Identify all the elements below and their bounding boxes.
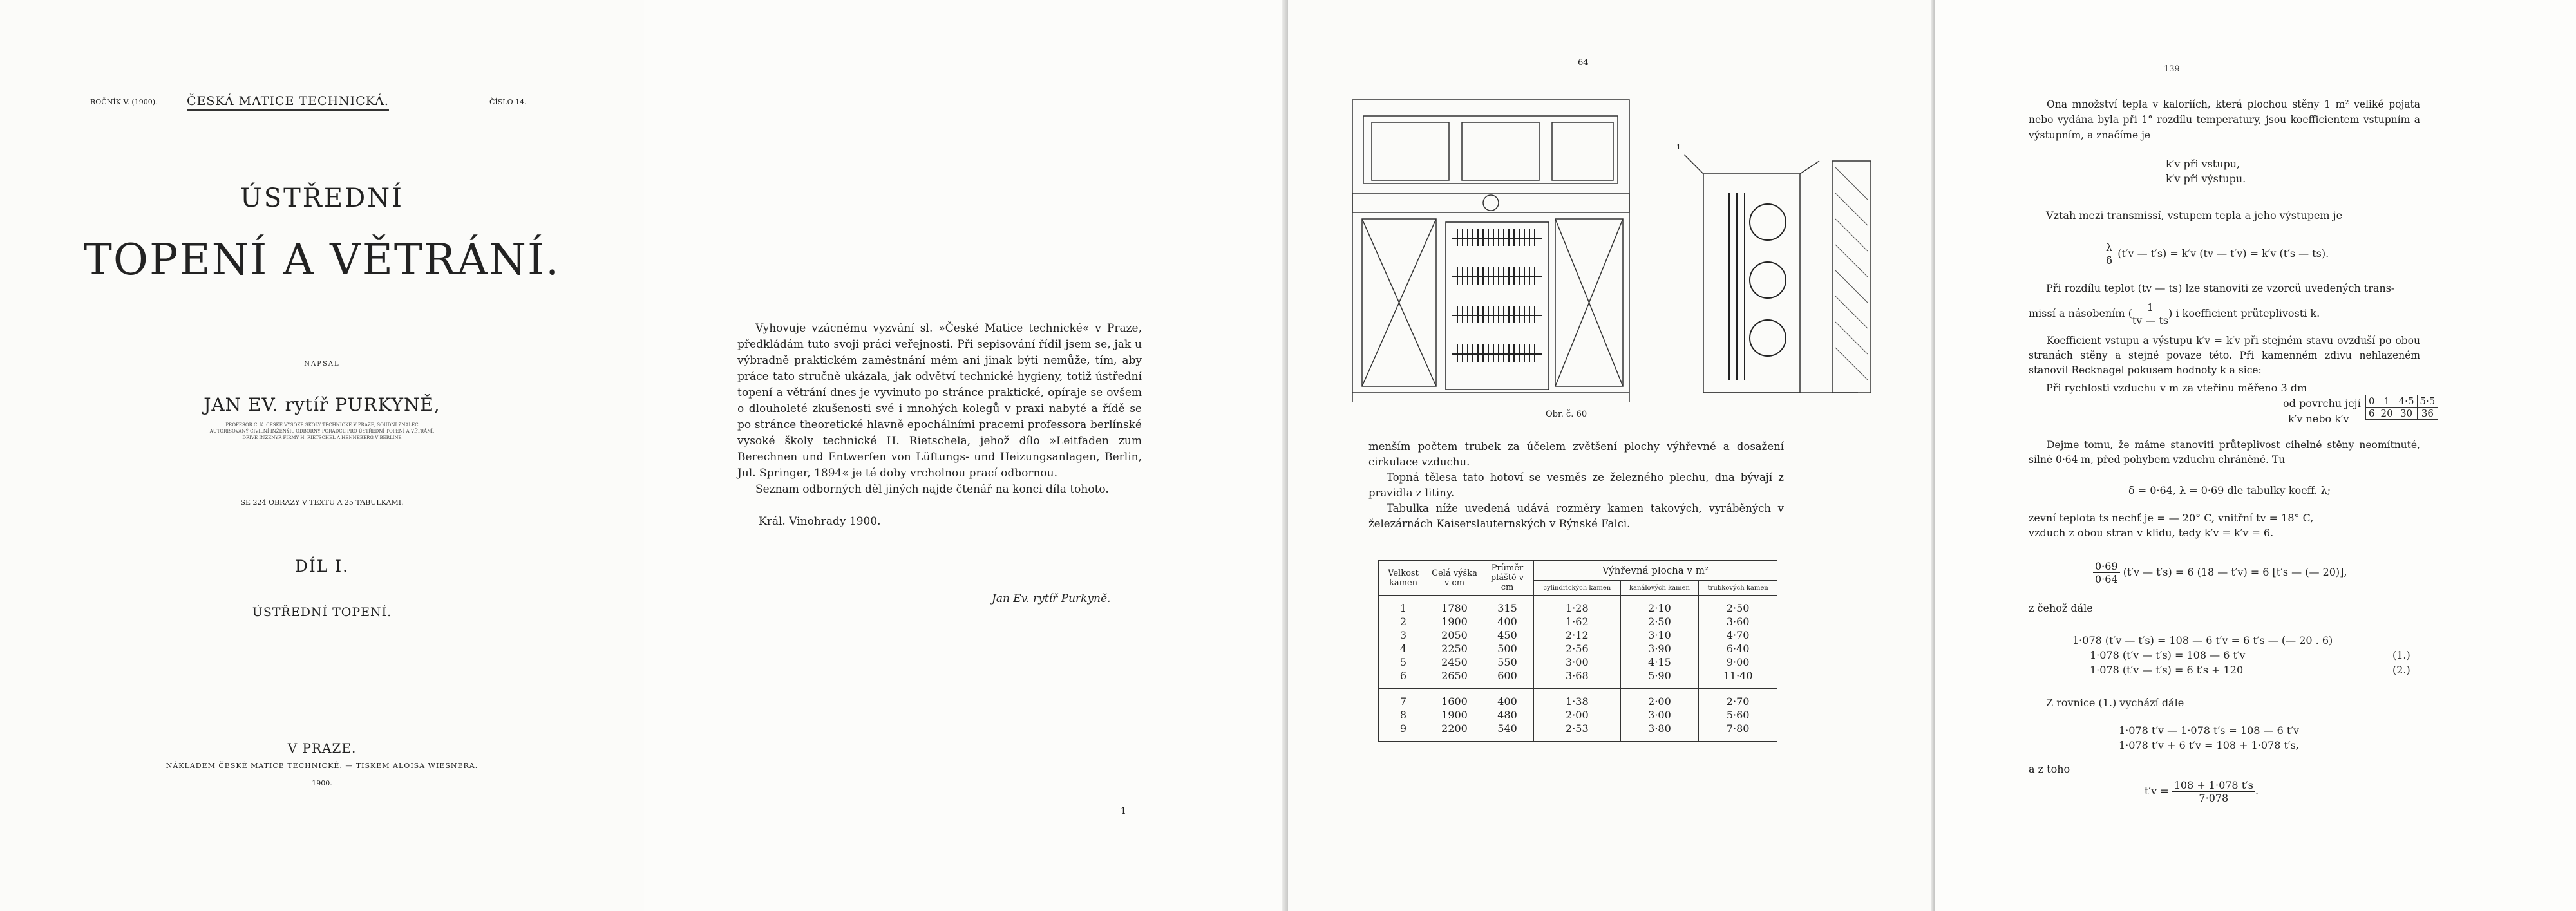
- table-cell: 8: [1379, 708, 1428, 722]
- table-cell: 0: [2366, 395, 2378, 408]
- preface-paragraph: Seznam odborných děl jiných najde čtenář na konci díla tohoto.: [755, 483, 1109, 496]
- wrote-label: NAPSAL: [304, 361, 340, 368]
- table-cell: 5: [1379, 655, 1428, 669]
- eq2-rest: (t′v — t′s) = 6 (18 — t′v) = 6 [t′s — (— 20)],: [2123, 566, 2347, 578]
- and-thus-text: a z toho: [2029, 763, 2070, 775]
- page-number: 1: [1121, 806, 1126, 816]
- table-cell: 600: [1481, 669, 1534, 689]
- header-left: ROČNÍK V. (1900).: [90, 98, 158, 106]
- temp-text-1: zevní teplota ts nechť je = — 20° C, vnitřní tv = 18° C,: [2029, 512, 2314, 524]
- equation-3b: 1·078 (t′v — t′s) = 108 — 6 t′v: [2090, 649, 2246, 661]
- table-cell: 1900: [1428, 615, 1481, 628]
- table-cell: 2250: [1428, 642, 1481, 655]
- table-cell: 30: [2396, 408, 2417, 420]
- table-cell: 5·90: [1620, 669, 1699, 689]
- table-cell: 2·53: [1534, 722, 1621, 742]
- equation-4b: 1·078 t′v + 6 t′v = 108 + 1·078 t′s,: [2119, 739, 2299, 751]
- table-group-b: [1379, 689, 1777, 742]
- title-line-1: ÚSTŘEDNÍ: [240, 183, 404, 213]
- table-cell: 2·12: [1534, 628, 1621, 642]
- table-cell: 2·50: [1699, 596, 1777, 615]
- table-cell: 11·40: [1699, 669, 1777, 689]
- equation-3c-number: (2.): [2392, 664, 2410, 676]
- page64-paragraph: Tabulka níže uvedená udává rozměry kamen takových, vyráběných v železárnách Kaiserslauternských v Rýnské Falci.: [1368, 502, 1784, 530]
- table-cell: 2·70: [1699, 689, 1777, 709]
- col-header-tubular: trubkových kamen: [1699, 581, 1777, 596]
- final-end: .: [2255, 785, 2259, 797]
- page-number: 64: [1578, 58, 1589, 68]
- table-cell: 1: [2378, 395, 2396, 408]
- publisher-line: NÁKLADEM ČESKÉ MATICE TECHNICKÉ. — TISKEM ALOISA WIESNERA.: [166, 762, 478, 770]
- figure-label: 1: [1676, 143, 1681, 151]
- whence-text: z čehož dále: [2029, 602, 2093, 614]
- table-cell: 3·00: [1620, 708, 1699, 722]
- page-64: [1288, 0, 1935, 911]
- table-cell: 1780: [1428, 596, 1481, 615]
- table-cell: 6·40: [1699, 642, 1777, 655]
- eq-delta: δ = 0·64, λ = 0·69 dle tabulky koeff. λ;: [2128, 484, 2331, 496]
- recknagel-table: [2365, 395, 2438, 420]
- equation-4a: 1·078 t′v — 1·078 t′s = 108 — 6 t′v: [2119, 724, 2299, 737]
- table-row: [1379, 615, 1777, 628]
- col-header-channel: kanálových kamen: [1620, 581, 1699, 596]
- part-number: DÍL I.: [294, 557, 350, 576]
- page64-text: [1368, 439, 1784, 532]
- author-desc-line: AUTORISOVANÝ CIVILNÍ INŽENÝR, ODBORNÝ PORADCE PRO ÚSTŘEDNÍ TOPENÍ A VĚTRÁNÍ,: [209, 429, 435, 434]
- col-header-height: Celá výška v cm: [1428, 561, 1481, 596]
- table-cell: 550: [1481, 655, 1534, 669]
- table-cell: 20: [2378, 408, 2396, 420]
- table-cell: 2650: [1428, 669, 1481, 689]
- table-cell: 9: [1379, 722, 1428, 742]
- table-cell: 6: [1379, 669, 1428, 689]
- table-row: [1379, 655, 1777, 669]
- equation-main: [2104, 241, 2329, 267]
- diff-text-1: Při rozdílu teplot (tv — ts) lze stanoviti ze vzorců uvedených trans-: [2046, 282, 2395, 294]
- table-cell: 3·60: [1699, 615, 1777, 628]
- diff-frac-den: tv — ts: [2132, 314, 2169, 326]
- diff-text-2b: i koefficient průteplivosti k.: [2175, 307, 2320, 319]
- diff-text-2a: missí a násobením: [2029, 307, 2125, 319]
- table-cell: 315: [1481, 596, 1534, 615]
- col-header-cylindrical: cylindrických kamen: [1534, 581, 1621, 596]
- table-cell: 1·38: [1534, 689, 1621, 709]
- table-cell: 2·56: [1534, 642, 1621, 655]
- table-cell: 400: [1481, 689, 1534, 709]
- author-desc-line: DŘÍVE INŽENÝR FIRMY H. RIETSCHEL A HENNEBERG V BERLÍNĚ: [242, 435, 402, 440]
- final-lhs: t′v =: [2145, 785, 2169, 797]
- table-cell: 400: [1481, 615, 1534, 628]
- header-center: ČESKÁ MATICE TECHNICKÁ.: [187, 94, 389, 111]
- illustrations-note: SE 224 OBRAZY V TEXTU A 25 TABULKAMI.: [240, 498, 404, 507]
- table-row: [1379, 722, 1777, 742]
- equation-2: [2093, 560, 2347, 585]
- page64-paragraph: Topná tělesa tato hotoví se vesměs ze železného plechu, dna bývají z pravidla z litiny.: [1368, 471, 1784, 499]
- table-cell: 1·28: [1534, 596, 1621, 615]
- table-row: [1379, 596, 1777, 615]
- preface-paragraph: Vyhovuje vzácnému vyzvání sl. »České Matice technické« v Praze, předkládám tuto svoji práci veřejnosti. Při sepisování řídil jsem se, jak u výbradně praktickém zaměstnání mém ani jinak býti nemůže, tím, aby práce tato stručně ukázala, jak odvětví technické hygieny, totiž ústřední topení a větrání dnes je vyvinuto po stránce praktické, opíraje se ovšem o dlouholeté zkušenosti své i mnohých kolegů v praxi nabyté a řídě se po stránce theoretické hlavně epochálními pracemi professora berlínské vysoké školy technické H. Rietschela, jehož dílo »Leitfaden zum Berechnen und Entwerfen von Lüftungs- und Heizungsanlagen, Berlin, Jul. Springer, 1894« je té doby vrcholnou prací odbornou.: [737, 322, 1142, 480]
- table-row: [2366, 408, 2438, 420]
- from-equation-text: Z rovnice (1.) vychází dále: [2046, 697, 2184, 709]
- final-num: 108 + 1·078 t′s: [2172, 779, 2255, 792]
- preface-signature: Jan Ev. rytíř Purkyně.: [992, 592, 1111, 605]
- preface-text: [737, 321, 1142, 498]
- stove-figure: [1343, 97, 1890, 402]
- table-cell: 540: [1481, 722, 1534, 742]
- table-cell: 3·68: [1534, 669, 1621, 689]
- diff-text-2: missí a násobením ( $\frac{1}{tv — ts}$ ) i koefficient průteplivosti k.: [2029, 301, 2320, 326]
- equation-3c: 1·078 (t′v — t′s) = 6 t′s + 120: [2090, 664, 2244, 676]
- table-cell: 2·10: [1620, 596, 1699, 615]
- equation-3a: 1·078 (t′v — t′s) = 108 — 6 t′v = 6 t′s — (— 20 . 6): [2072, 634, 2333, 646]
- eq-frac-num: λ: [2104, 241, 2114, 254]
- table-cell: 3: [1379, 628, 1428, 642]
- col-header-diameter: Průměr pláště v cm: [1481, 561, 1534, 596]
- table-row: [1379, 628, 1777, 642]
- table-cell: 9·00: [1699, 655, 1777, 669]
- table-row: [2366, 395, 2438, 408]
- eq2-den: 0·64: [2095, 573, 2118, 585]
- eq-frac-den: δ: [2106, 254, 2112, 267]
- table-row: [1379, 669, 1777, 689]
- table-cell: 2·50: [1620, 615, 1699, 628]
- table-cell: 2200: [1428, 722, 1481, 742]
- eq-main-rest: (t′v — t′s) = k′v (tv — t′v) = k′v (t′s — ts).: [2117, 247, 2329, 259]
- equation-3b-number: (1.): [2392, 649, 2410, 661]
- table-cell: 500: [1481, 642, 1534, 655]
- final-den: 7·078: [2199, 792, 2229, 804]
- table-cell: 480: [1481, 708, 1534, 722]
- final-equation: [2145, 779, 2259, 804]
- col-header-heating-area: Výhřevná plocha v m²: [1534, 561, 1777, 581]
- temp-text-2: vzduch z obou stran v klidu, tedy k′v = k′v = 6.: [2029, 527, 2274, 539]
- publication-city: V PRAZE.: [287, 740, 357, 756]
- surface-text: od povrchu její: [2283, 397, 2361, 409]
- assume-text: Dejme tomu, že máme stanoviti průteplivost cihelné stěny neomítnuté, silné 0·64 m, před pohybem vzduchu chráněné. Tu: [2029, 439, 2420, 465]
- header-right: ČÍSLO 14.: [489, 98, 527, 106]
- table-cell: 1: [1379, 596, 1428, 615]
- table-cell: 4·5: [2396, 395, 2417, 408]
- preface-page: [644, 0, 1288, 911]
- k-values-label: k′v nebo k′v: [2288, 413, 2349, 425]
- table-cell: 4·70: [1699, 628, 1777, 642]
- table-cell: 2450: [1428, 655, 1481, 669]
- figure-caption: Obr. č. 60: [1546, 409, 1587, 419]
- publication-year: 1900.: [312, 779, 332, 787]
- table-cell: 3·90: [1620, 642, 1699, 655]
- table-cell: 7: [1379, 689, 1428, 709]
- table-cell: 4·15: [1620, 655, 1699, 669]
- k-out-line: k′v při výstupu.: [2166, 173, 2246, 185]
- coef-text: Koefficient vstupu a výstupu k′v = k′v při stejném stavu ovzduší po obou stranách stěny a stejné povaze této. Při kamenném zdivu nehlazeném stanovil Recknagel pokusem hodnoty k a sice:: [2029, 335, 2420, 376]
- table-cell: 6: [2366, 408, 2378, 420]
- table-cell: 4: [1379, 642, 1428, 655]
- table-cell: 5·5: [2417, 395, 2438, 408]
- author-description: [142, 422, 502, 441]
- table-cell: 1600: [1428, 689, 1481, 709]
- table-row: [1379, 708, 1777, 722]
- table-cell: 3·80: [1620, 722, 1699, 742]
- table-cell: 1900: [1428, 708, 1481, 722]
- part-title: ÚSTŘEDNÍ TOPENÍ.: [252, 605, 392, 619]
- table-cell: 2: [1379, 615, 1428, 628]
- table-cell: 7·80: [1699, 722, 1777, 742]
- title-page: [0, 0, 644, 911]
- table-cell: 1·62: [1534, 615, 1621, 628]
- author-desc-line: PROFESOR C. K. ČESKÉ VYSOKÉ ŠKOLY TECHNICKÉ V PRAZE, SOUDNÍ ZNALEC: [225, 422, 419, 427]
- table-group-a: [1379, 596, 1777, 689]
- intro-text: Ona množství tepla v kaloriích, která plochou stěny 1 m² veliké pojata nebo vydána byla při 1° rozdílu temperatury, jsou koefficientem vstupním a výstupním, a značíme je: [2029, 99, 2420, 141]
- k-in-line: k′v při vstupu,: [2166, 158, 2240, 170]
- table-cell: 2·00: [1534, 708, 1621, 722]
- page-139: [1935, 0, 2576, 911]
- table-cell: 3·10: [1620, 628, 1699, 642]
- title-line-2: TOPENÍ A VĚTRÁNÍ.: [83, 235, 561, 285]
- table-cell: 2·00: [1620, 689, 1699, 709]
- table-row: [1379, 642, 1777, 655]
- speed-text: Při rychlosti vzduchu v m za vteřinu měřeno 3 dm: [2046, 382, 2307, 394]
- relation-text: Vztah mezi transmissí, vstupem tepla a jeho výstupem je: [2046, 209, 2343, 221]
- table-cell: 3·00: [1534, 655, 1621, 669]
- eq2-num: 0·69: [2093, 560, 2120, 573]
- page64-paragraph: menším počtem trubek za účelem zvětšení plochy výhřevné a dosažení cirkulace vzduchu.: [1368, 440, 1784, 468]
- page-number: 139: [2164, 64, 2180, 74]
- table-cell: 36: [2417, 408, 2438, 420]
- author-name: JAN EV. rytíř PURKYNĚ,: [204, 394, 440, 415]
- table-cell: 450: [1481, 628, 1534, 642]
- table-cell: 2050: [1428, 628, 1481, 642]
- stove-dimensions-table: [1378, 560, 1777, 742]
- diff-frac-num: 1: [2132, 301, 2168, 314]
- table-cell: 5·60: [1699, 708, 1777, 722]
- col-header-size: Velkost kamen: [1379, 561, 1428, 596]
- preface-place-date: Král. Vinohrady 1900.: [759, 515, 881, 528]
- table-row: [1379, 689, 1777, 709]
